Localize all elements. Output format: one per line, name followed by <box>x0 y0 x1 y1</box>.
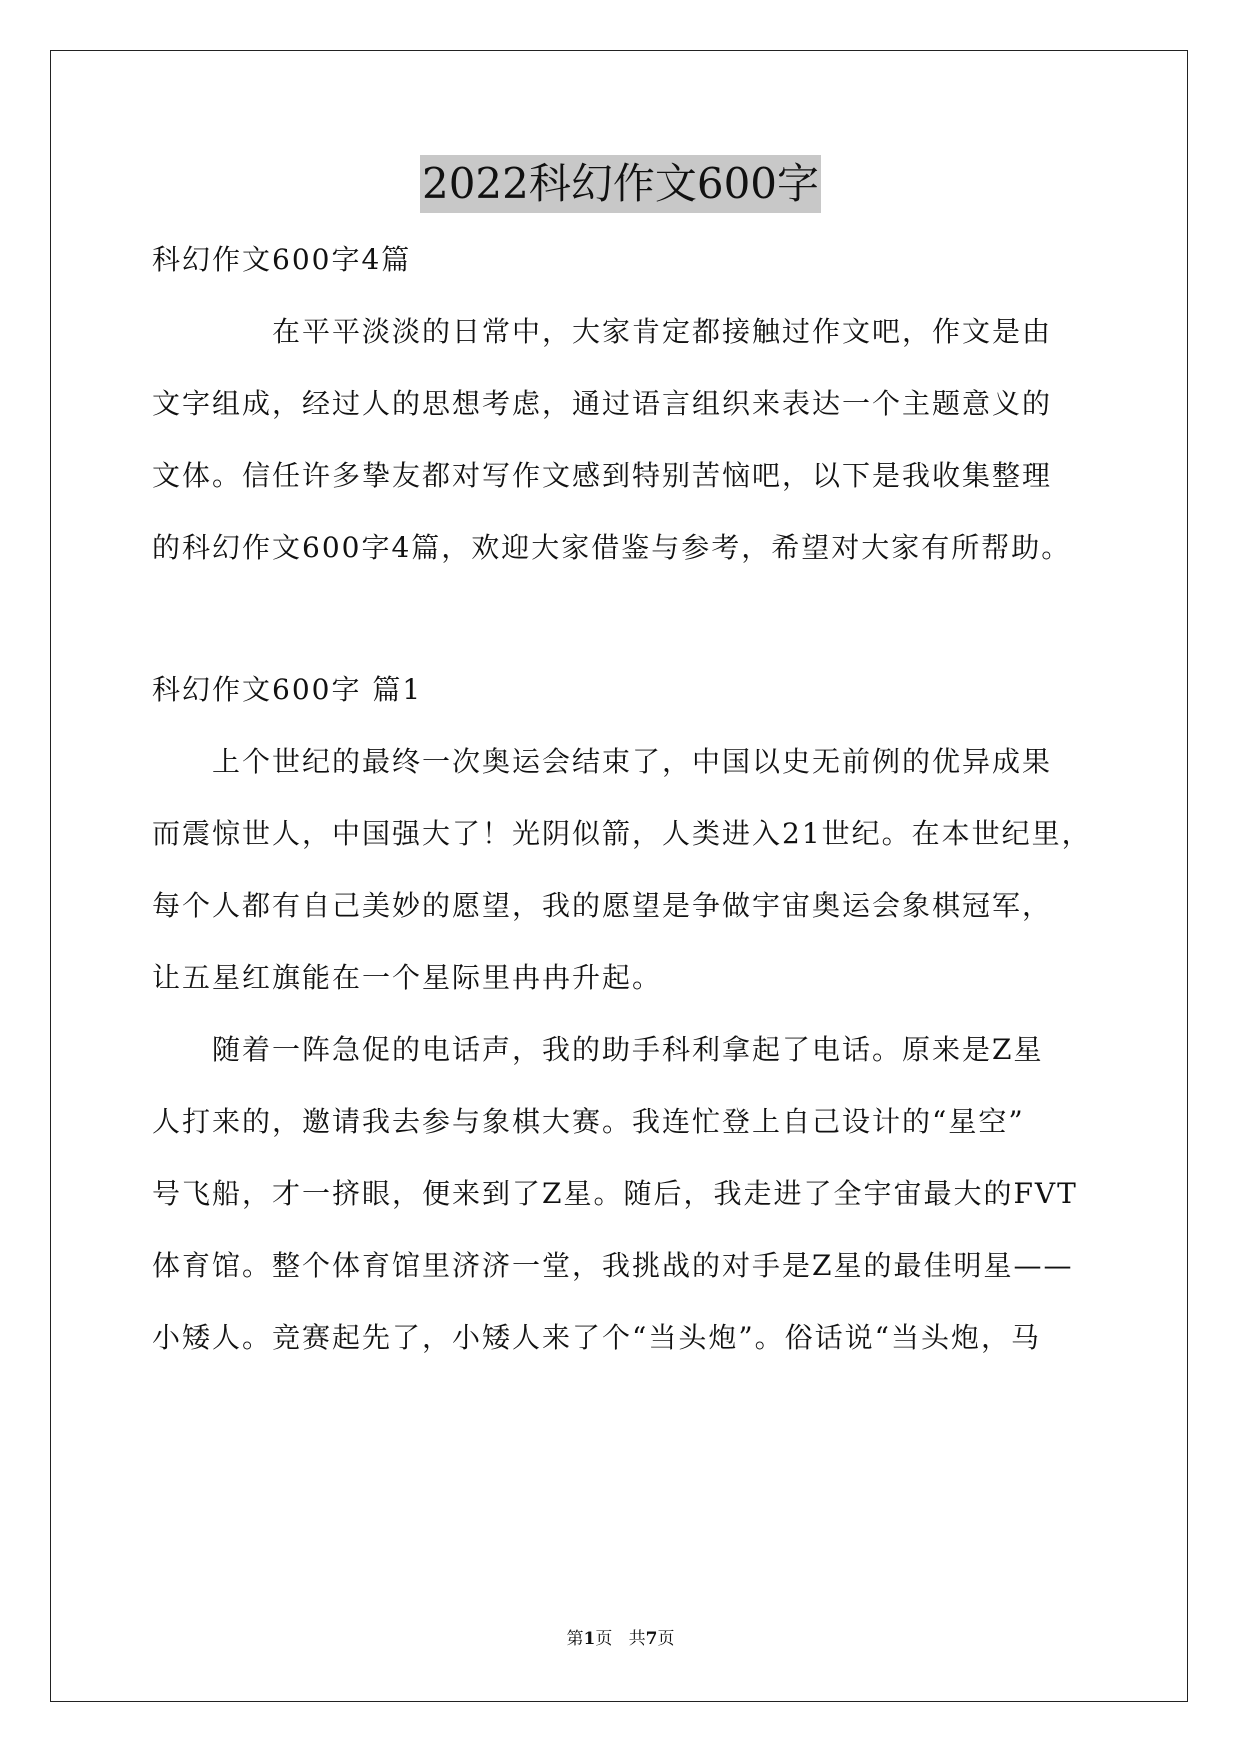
footer-total-prefix: 共 <box>628 1629 646 1649</box>
intro-line-2: 文字组成，经过人的思想考虑，通过语言组织来表达一个主题意义的 <box>152 387 1053 420</box>
body-line-7: 号飞船，才一挤眼，便来到了Z星。随后，我走进了全宇宙最大的FVT <box>152 1177 1078 1210</box>
footer-total-pages: 7 <box>645 1629 658 1649</box>
body-line-3: 每个人都有自己美妙的愿望，我的愿望是争做宇宙奥运会象棋冠军， <box>152 889 1053 922</box>
intro-line-1: 在平平淡淡的日常中，大家肯定都接触过作文吧，作文是由 <box>152 315 1053 348</box>
body-line-2: 而震惊世人，中国强大了！光阴似箭，人类进入21世纪。在本世纪里， <box>152 817 1092 850</box>
page-footer <box>0 1628 1241 1650</box>
body-line-1: 上个世纪的最终一次奥运会结束了，中国以史无前例的优异成果 <box>152 745 1053 778</box>
intro-line-4: 的科幻作文600字4篇，欢迎大家借鉴与参考，希望对大家有所帮助。 <box>152 531 1072 564</box>
footer-page-suffix: 页 <box>595 1629 613 1649</box>
document-subtitle: 科幻作文600字4篇 <box>152 243 412 276</box>
body-line-9: 小矮人。竞赛起先了，小矮人来了个“当头炮”。俗话说“当头炮，马 <box>152 1321 1041 1354</box>
body-line-5: 随着一阵急促的电话声，我的助手科利拿起了电话。原来是Z星 <box>152 1033 1044 1066</box>
intro-line-3: 文体。信任许多挚友都对写作文感到特别苦恼吧，以下是我收集整理 <box>152 459 1053 492</box>
footer-page-number: 1 <box>583 1629 596 1649</box>
body-line-6: 人打来的，邀请我去参与象棋大赛。我连忙登上自己设计的“星空” <box>152 1105 1025 1138</box>
footer-total-suffix: 页 <box>657 1629 675 1649</box>
document-title: 2022科幻作文600字 <box>420 155 821 213</box>
body-line-8: 体育馆。整个体育馆里济济一堂，我挑战的对手是Z星的最佳明星—— <box>152 1249 1074 1282</box>
footer-page-prefix: 第 <box>566 1629 584 1649</box>
section-heading: 科幻作文600字 篇1 <box>152 673 423 706</box>
page-border <box>50 50 1188 1702</box>
body-line-4: 让五星红旗能在一个星际里冉冉升起。 <box>152 961 663 994</box>
title-container <box>0 155 1241 213</box>
